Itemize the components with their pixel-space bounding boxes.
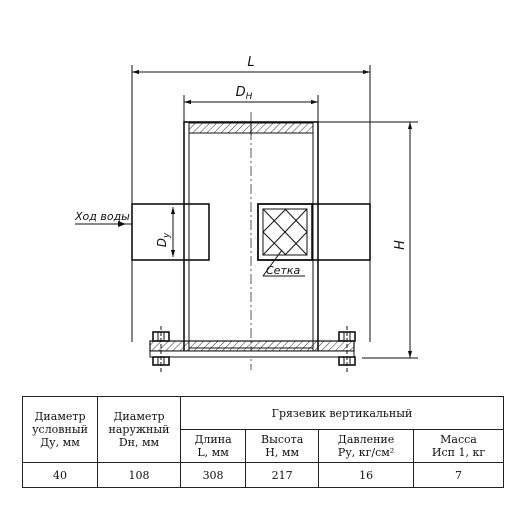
header-pressure: Давление Pу, кг/см²	[319, 430, 414, 463]
header-height: Высота H, мм	[246, 430, 319, 463]
nominal-diameter-subscript: y	[162, 232, 172, 239]
height-dimension	[318, 122, 418, 358]
cell-mass: 7	[414, 463, 504, 488]
outlet-pipe	[258, 204, 370, 260]
mesh-label: Сетка	[266, 264, 301, 277]
cell-height: 217	[246, 463, 319, 488]
header-length: Длина L, мм	[181, 430, 246, 463]
header-mass: Масса Исп 1, кг	[414, 430, 504, 463]
svg-text:Dy	[155, 232, 172, 247]
cell-nominal-diameter: 40	[23, 463, 98, 488]
water-flow-annotation	[74, 210, 132, 227]
cell-outer-diameter: 108	[98, 463, 181, 488]
bottom-flange	[150, 341, 354, 357]
header-group-title: Грязевик вертикальный	[181, 397, 504, 430]
inlet-pipe	[132, 204, 209, 260]
nominal-diameter-label: D	[155, 238, 169, 248]
header-nominal-diameter: Диаметр условный Ду, мм	[23, 397, 98, 463]
outer-diameter-label: D	[235, 85, 246, 100]
svg-text:DH	[236, 85, 253, 102]
mesh-annotation	[263, 250, 305, 277]
cell-pressure: 16	[319, 463, 414, 488]
header-outer-diameter: Диаметр наружный Dн, мм	[98, 397, 181, 463]
water-flow-label: Ход воды	[75, 210, 130, 223]
top-cover	[189, 121, 313, 135]
outer-diameter-subscript: H	[245, 92, 253, 102]
mesh-screen	[263, 209, 307, 255]
length-label: L	[247, 55, 255, 70]
cell-length: 308	[181, 463, 246, 488]
height-label: H	[393, 240, 408, 250]
specification-table	[22, 396, 504, 488]
